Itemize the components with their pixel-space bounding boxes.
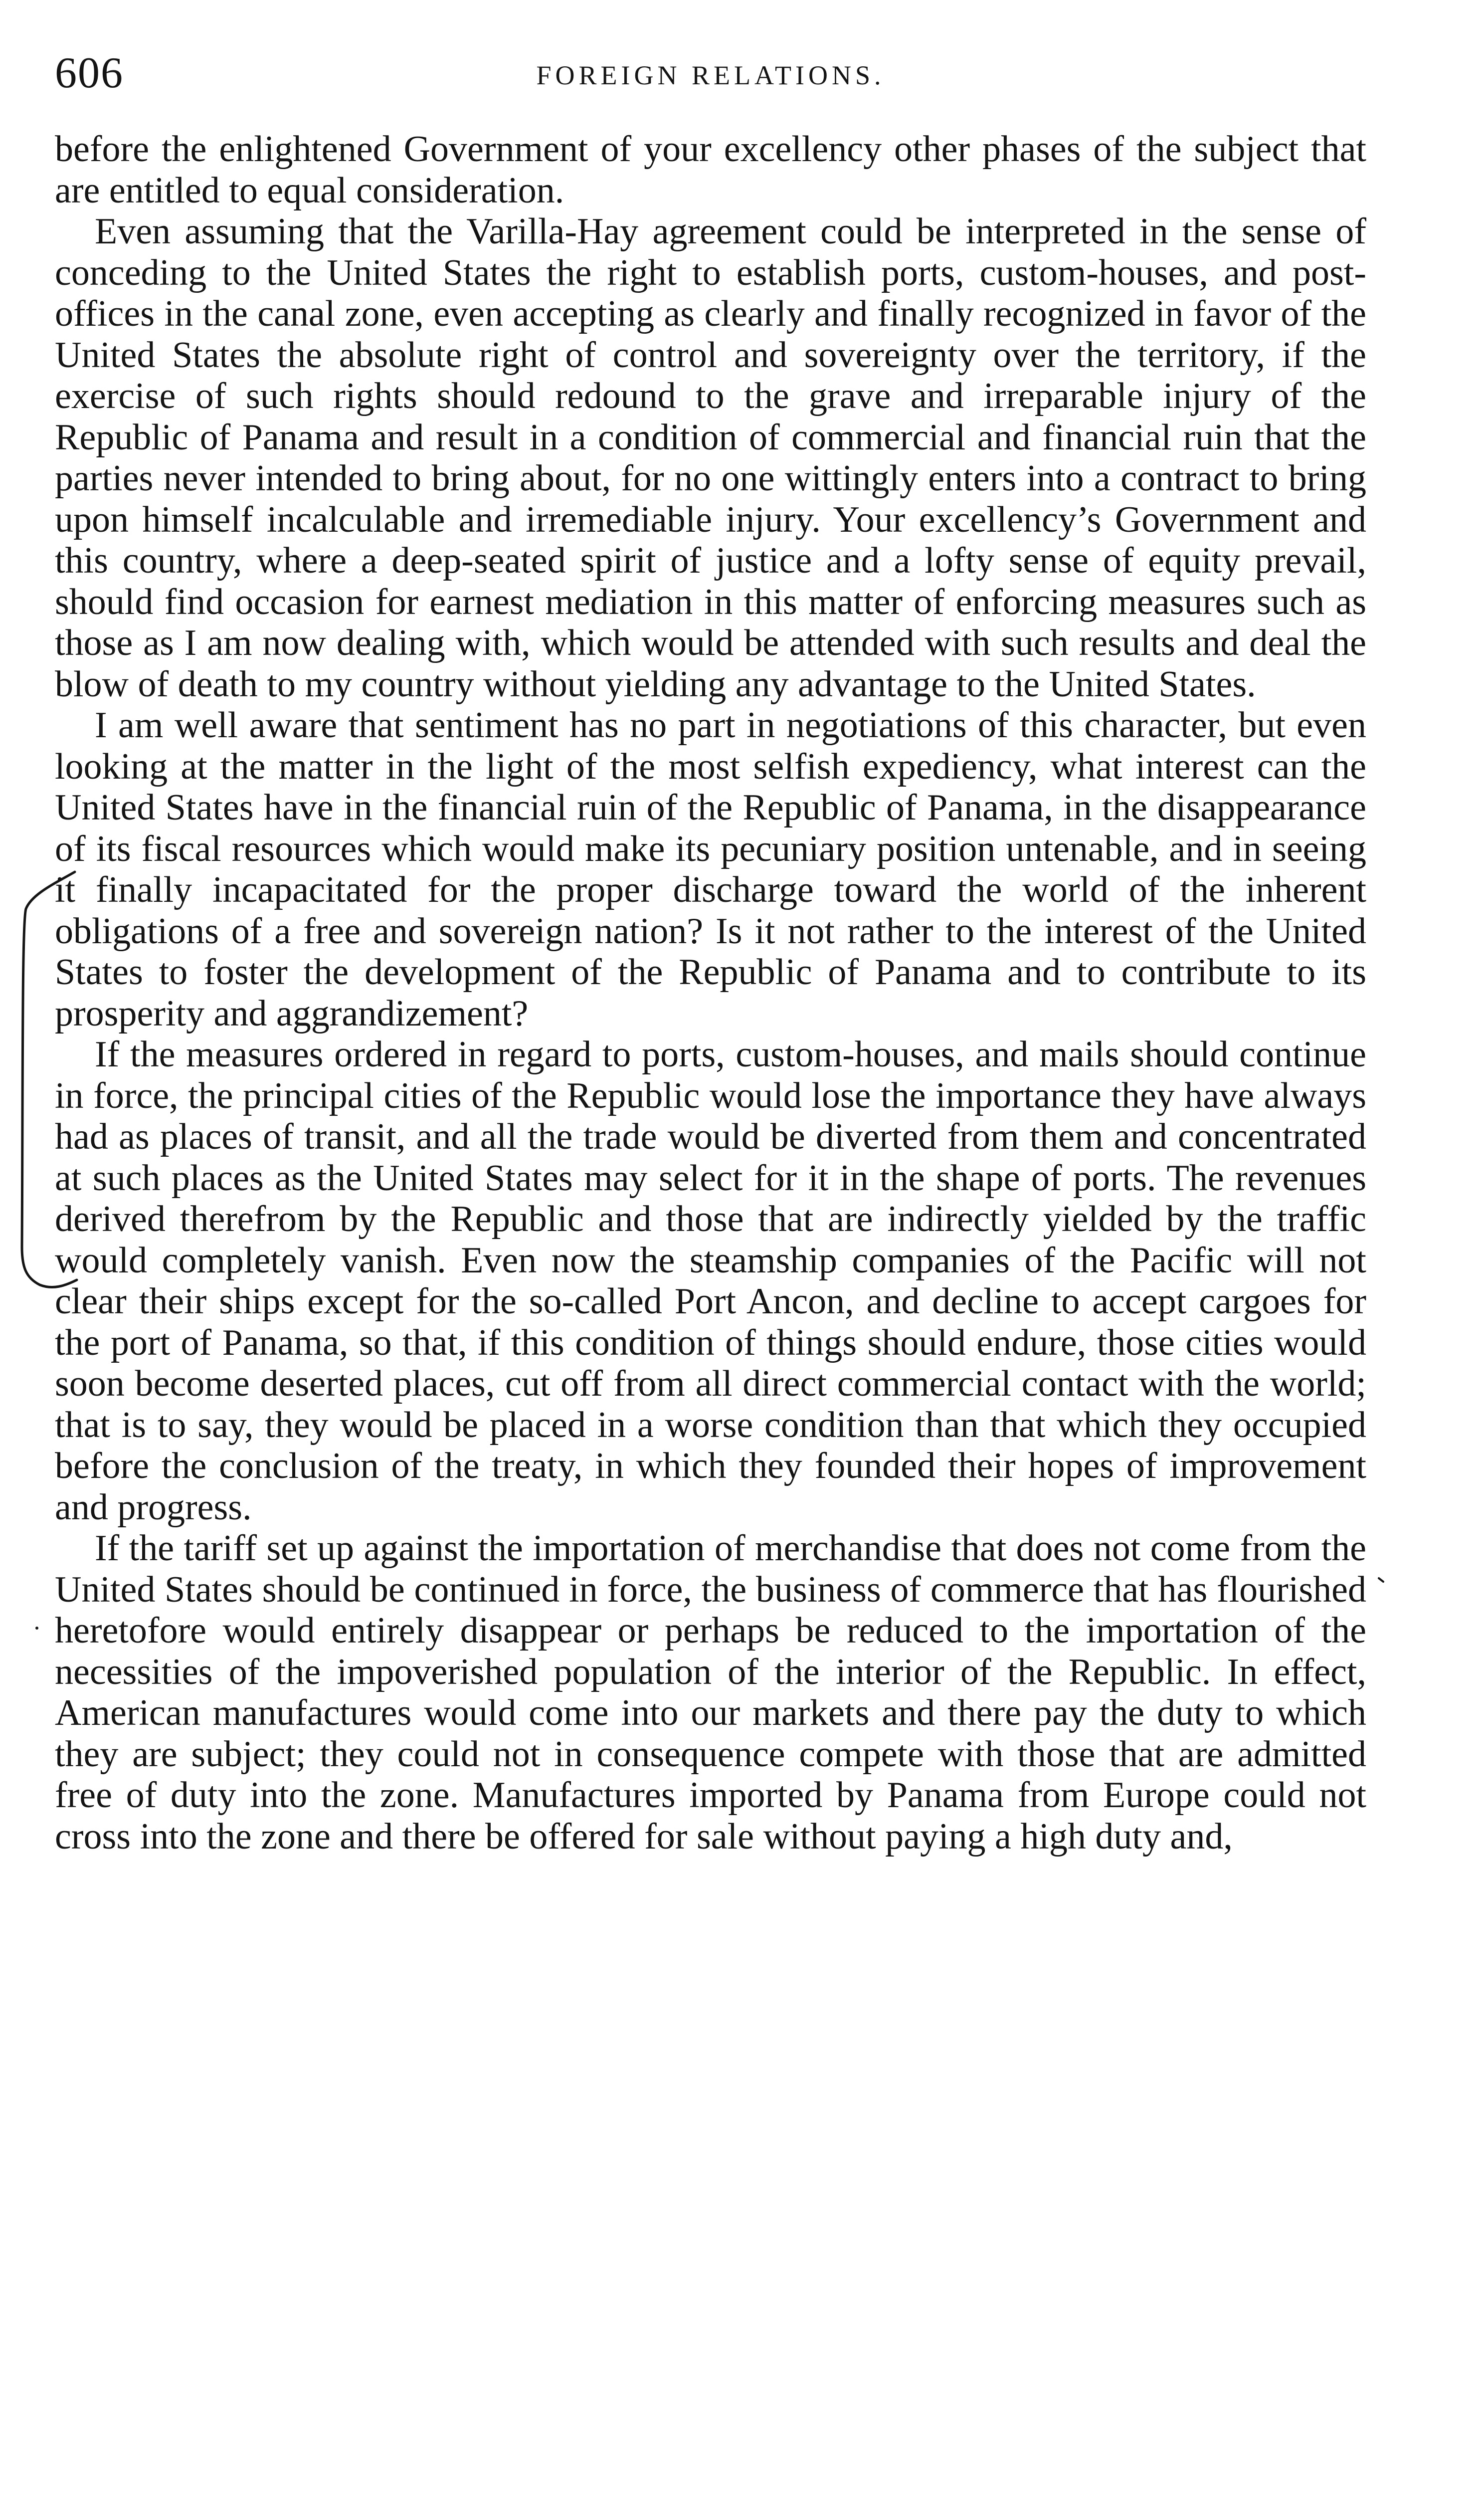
paragraph-sentiment: I am well aware that sentiment has no part in negotiations of this character, but even looking at the matter in the light of the most selfish expediency, what interest can the United States have in the financial ruin of the Republic of Panama, in the disappearance of its fiscal resources which would make its pecuniary position untenable, and in seeing it finally incapacitated for the proper discharge toward the world of the inherent obligations of a free and sovereign nation? Is it not rather to the interest of the United States to foster the development of the Republic of Panama and to contribute to its prosperity and aggrandizement? [55, 705, 1366, 1034]
paragraph-ports-customs: If the measures ordered in regard to ports, custom-houses, and mails should continue in force, the principal cities of the Republic would lose the importance they have always had as places of transit, and all the trade would be diverted from them and concentrated at such places as the United States may select for it in the shape of ports. The revenues derived therefrom by the Republic and those that are indirectly yielded by the traffic would completely vanish. Even now the steamship companies of the Pacific will not clear their ships except for the so-called Port Ancon, and decline to accept cargoes for the port of Panama, so that, if this condition of things should endure, those cities would soon become deserted places, cut off from all direct commercial contact with the world; that is to say, they would be placed in a worse condition than that which they occupied before the conclusion of the treaty, in which they founded their hopes of improvement and progress. [55, 1034, 1366, 1528]
paragraph-varilla-hay: Even assuming that the Varilla-Hay agreement could be interpreted in the sense of conceding to the United States the right to establish ports, custom-houses, and post-offices in the canal zone, even accepting as clearly and finally recognized in favor of the United States the absolute right of control and sovereignty over the territory, if the exercise of such rights should redound to the grave and irreparable injury of the Republic of Panama and result in a condition of commercial and financial ruin that the parties never intended to bring about, for no one wittingly enters into a contract to bring upon himself incalculable and irremediable injury. Your excellency’s Government and this country, where a deep-seated spirit of justice and a lofty sense of equity prevail, should find occasion for earnest mediation in this matter of enforcing measures such as those as I am now dealing with, which would be attended with such results and deal the blow of death to my country without yielding any advantage to the United States. [55, 211, 1366, 705]
paragraph-tariff: If the tariff set up against the importation of merchandise that does not come from the United States should be continued in force, the business of commerce that has flourished heretofore would entirely disappear or perhaps be reduced to the importation of the necessities of the impoverished population of the interior of the Republic. In effect, American manufactures would come into our markets and there pay the duty to which they are subject; they could not in consequence compete with those that are admitted free of duty into the zone. Manufactures imported by Panama from Europe could not cross into the zone and there be offered for sale without paying a high duty and, [55, 1528, 1366, 1857]
page-number: 606 [55, 49, 124, 97]
margin-tick-mark [1377, 1576, 1385, 1584]
page-header [55, 46, 1366, 106]
body-text [55, 129, 1366, 1857]
margin-dot-mark [35, 1626, 39, 1630]
paragraph-continued: before the enlightened Government of your excellency other phases of the subject that are entitled to equal consideration. [55, 129, 1366, 211]
handwritten-bracket-mark [11, 868, 81, 1307]
running-title: FOREIGN RELATIONS. [536, 60, 885, 90]
